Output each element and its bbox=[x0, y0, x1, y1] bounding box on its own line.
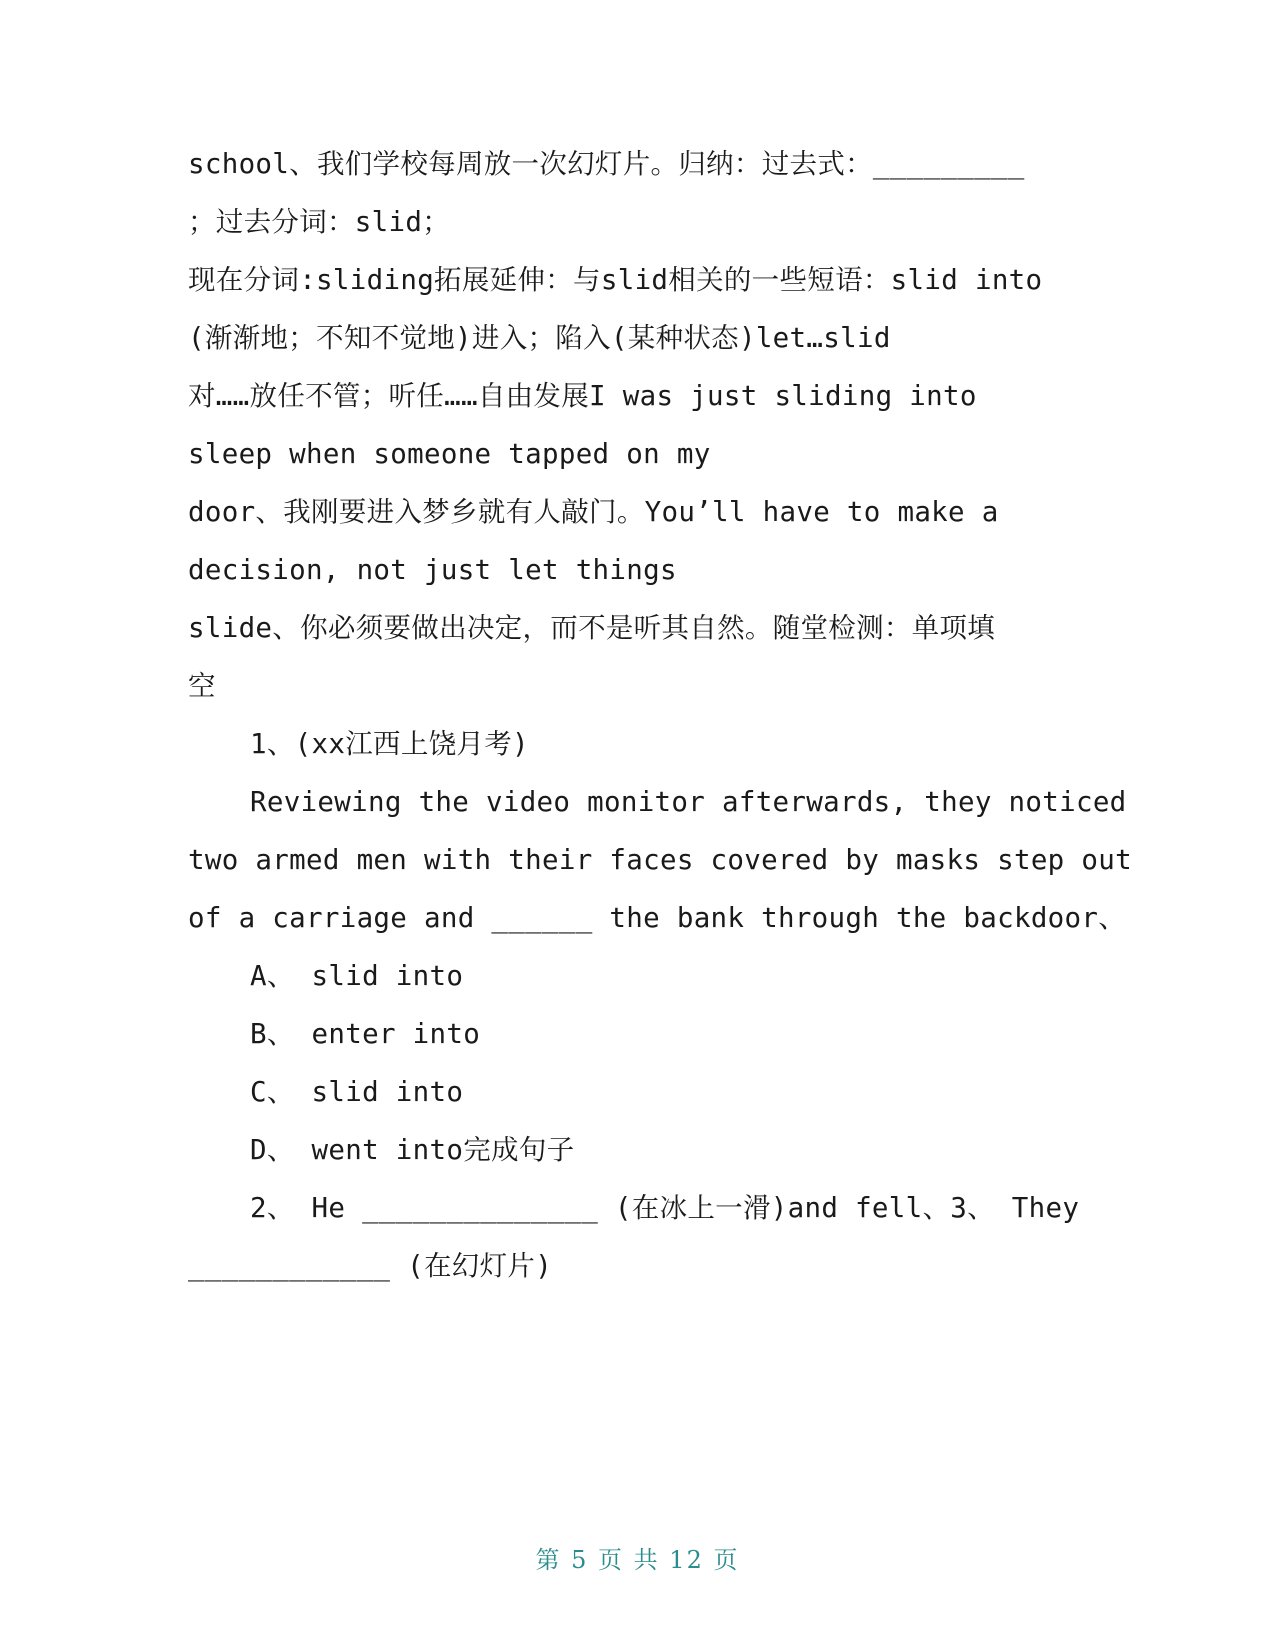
question-text: of a carriage and ______ the bank through the backdoor、 bbox=[188, 902, 1127, 934]
option-c: C、 slid into bbox=[250, 1076, 464, 1108]
completion-question: ____________ (在幻灯片) bbox=[188, 1250, 553, 1282]
question-heading: 1、(xx江西上饶月考) bbox=[250, 728, 529, 760]
question-text: Reviewing the video monitor afterwards, they noticed bbox=[250, 786, 1127, 818]
option-d: D、 went into完成句子 bbox=[250, 1134, 575, 1166]
page-number-footer: 第 5 页 共 12 页 bbox=[535, 1546, 740, 1574]
text-line: slide、你必须要做出决定，而不是听其自然。随堂检测：单项填 bbox=[188, 612, 996, 644]
text-line: 现在分词:sliding拓展延伸：与slid相关的一些短语：slid into bbox=[188, 264, 1043, 296]
question-text: two armed men with their faces covered by masks step out bbox=[188, 844, 1132, 876]
text-line: school、我们学校每周放一次幻灯片。归纳：过去式：_________ bbox=[188, 148, 1025, 180]
text-line: 空 bbox=[188, 670, 216, 702]
completion-question: 2、 He ______________ (在冰上一滑)and fell、3、 They bbox=[250, 1192, 1080, 1224]
option-a: A、 slid into bbox=[250, 960, 464, 992]
text-line: 对……放任不管；听任……自由发展I was just sliding into bbox=[188, 380, 977, 412]
text-line: ；过去分词：slid； bbox=[188, 206, 451, 238]
text-line: door、我刚要进入梦乡就有人敲门。You’ll have to make a bbox=[188, 496, 999, 528]
text-line: sleep when someone tapped on my bbox=[188, 438, 711, 470]
text-line: (渐渐地；不知不觉地)进入；陷入(某种状态)let…slid bbox=[188, 322, 891, 354]
text-line: decision, not just let things bbox=[188, 554, 677, 586]
option-b: B、 enter into bbox=[250, 1018, 481, 1050]
